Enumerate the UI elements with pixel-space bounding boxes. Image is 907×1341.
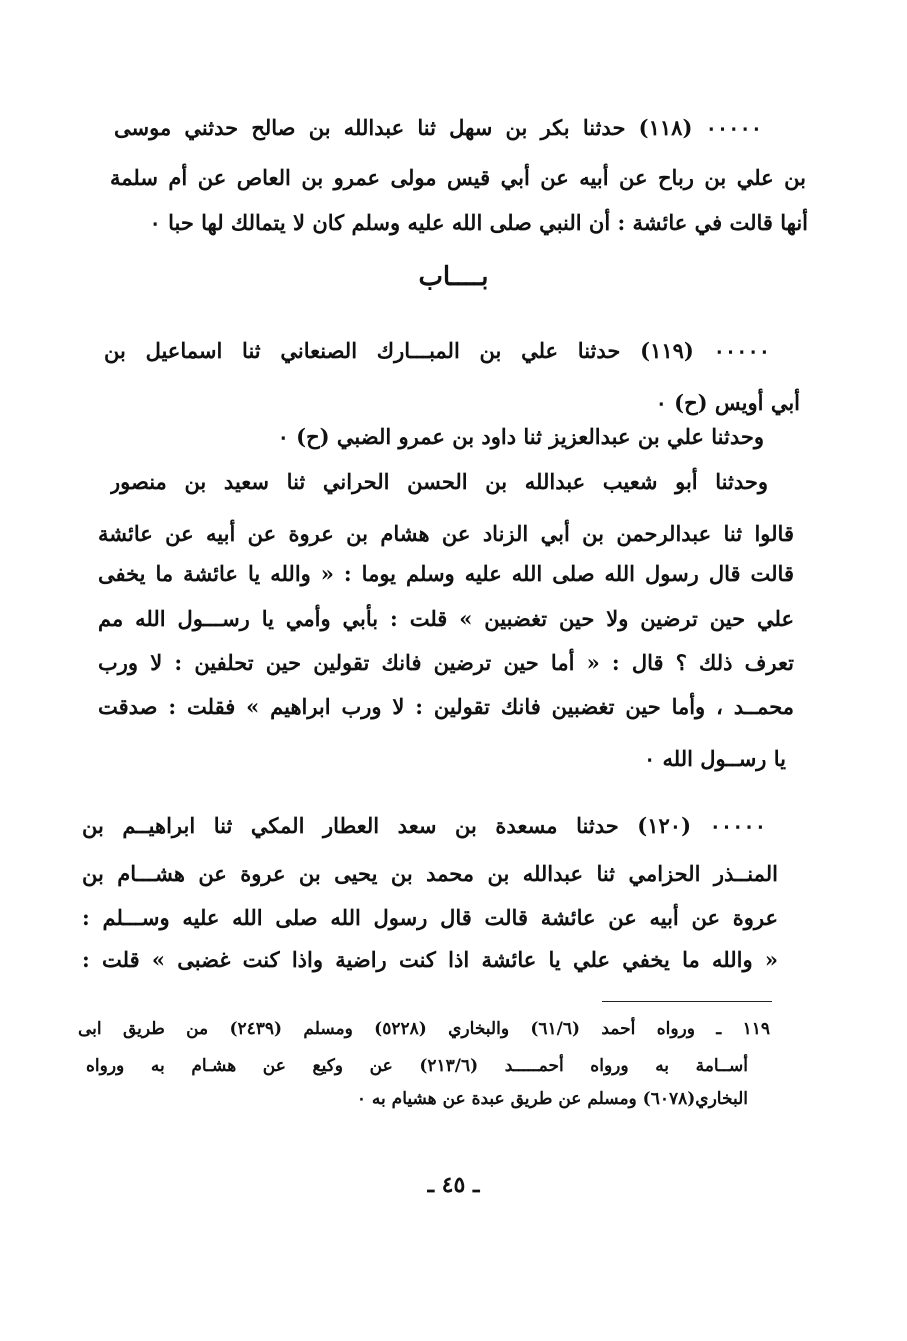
hadith-119-line-6: قالت قال رسول الله صلى الله عليه وسلم يوما : « والله يا عائشة ما يخفى	[98, 561, 794, 586]
footnote-line-2: أســامة به ورواه أحمـــــد (٢١٣/٦) عن وكيع عن هشـام به ورواه	[86, 1056, 748, 1076]
hadith-119-line-3: وحدثنا علي بن عبدالعزيز ثنا داود بن عمرو الضبي (ح) ٠	[277, 424, 764, 449]
hadith-118-line-1: ٠٠٠٠٠ (١١٨) حدثنا بكر بن سهل ثنا عبدالله بن صالح حدثني موسى	[114, 115, 762, 140]
hadith-119-line-7: علي حين ترضين ولا حين تغضبين » قلت : بأبي وأمي يا رســـول الله مم	[98, 606, 794, 631]
footnote-divider	[602, 1001, 772, 1002]
footnote-line-1: ١١٩ ـ ورواه أحمد (٦١/٦) والبخاري (٥٢٢٨) ومسلم (٢٤٣٩) من طريق ابى	[78, 1019, 770, 1039]
hadith-119-line-8: تعرف ذلك ؟ قال : « أما حين ترضين فانك تقولين حين تحلفين : لا ورب	[98, 650, 794, 675]
hadith-120-line-1: ٠٠٠٠٠ (١٢٠) حدثنا مسعدة بن سعد العطار المكي ثنا ابراهيــم بن	[82, 813, 766, 838]
hadith-119-line-10: يا رســول الله ٠	[643, 746, 786, 771]
hadith-119-line-5: قالوا ثنا عبدالرحمن بن أبي الزناد عن هشام بن عروة عن أبيه عن عائشة	[98, 521, 794, 546]
footnote-line-3: البخاري(٦٠٧٨) ومسلم عن طريق عبدة عن هشيام به ٠	[356, 1089, 748, 1109]
hadith-119-line-2: أبي أويس (ح) ٠	[655, 390, 800, 415]
page-number: ـ ٤٥ ـ	[427, 1172, 480, 1198]
hadith-118-line-2: بن علي بن رباح عن أبيه عن أبي قيس مولى عمرو بن العاص عن أم سلمة	[110, 165, 806, 190]
hadith-119-line-9: محمــد ، وأما حين تغضبين فانك تقولين : لا ورب ابراهيم » فقلت : صدقت	[98, 694, 794, 719]
hadith-119-line-4: وحدثنا أبو شعيب عبدالله بن الحسن الحراني ثنا سعيد بن منصور	[110, 469, 768, 494]
hadith-120-line-3: عروة عن أبيه عن عائشة قالت قال رسول الله صلى الله عليه وســـلم :	[82, 905, 778, 930]
hadith-120-line-4: « والله ما يخفي علي يا عائشة اذا كنت راضية واذا كنت غضبى » قلت :	[82, 947, 778, 972]
hadith-120-line-2: المنــذر الحزامي ثنا عبدالله بن محمد بن يحيى بن عروة عن هشـــام بن	[82, 861, 778, 886]
hadith-118-line-3: أنها قالت في عائشة : أن النبي صلى الله عليه وسلم كان لا يتمالك لها حبا ٠	[149, 210, 808, 235]
hadith-119-line-1: ٠٠٠٠٠ (١١٩) حدثنا علي بن المبـــارك الصنعاني ثنا اسماعيل بن	[104, 338, 770, 363]
section-heading: بــــاب	[418, 262, 489, 292]
